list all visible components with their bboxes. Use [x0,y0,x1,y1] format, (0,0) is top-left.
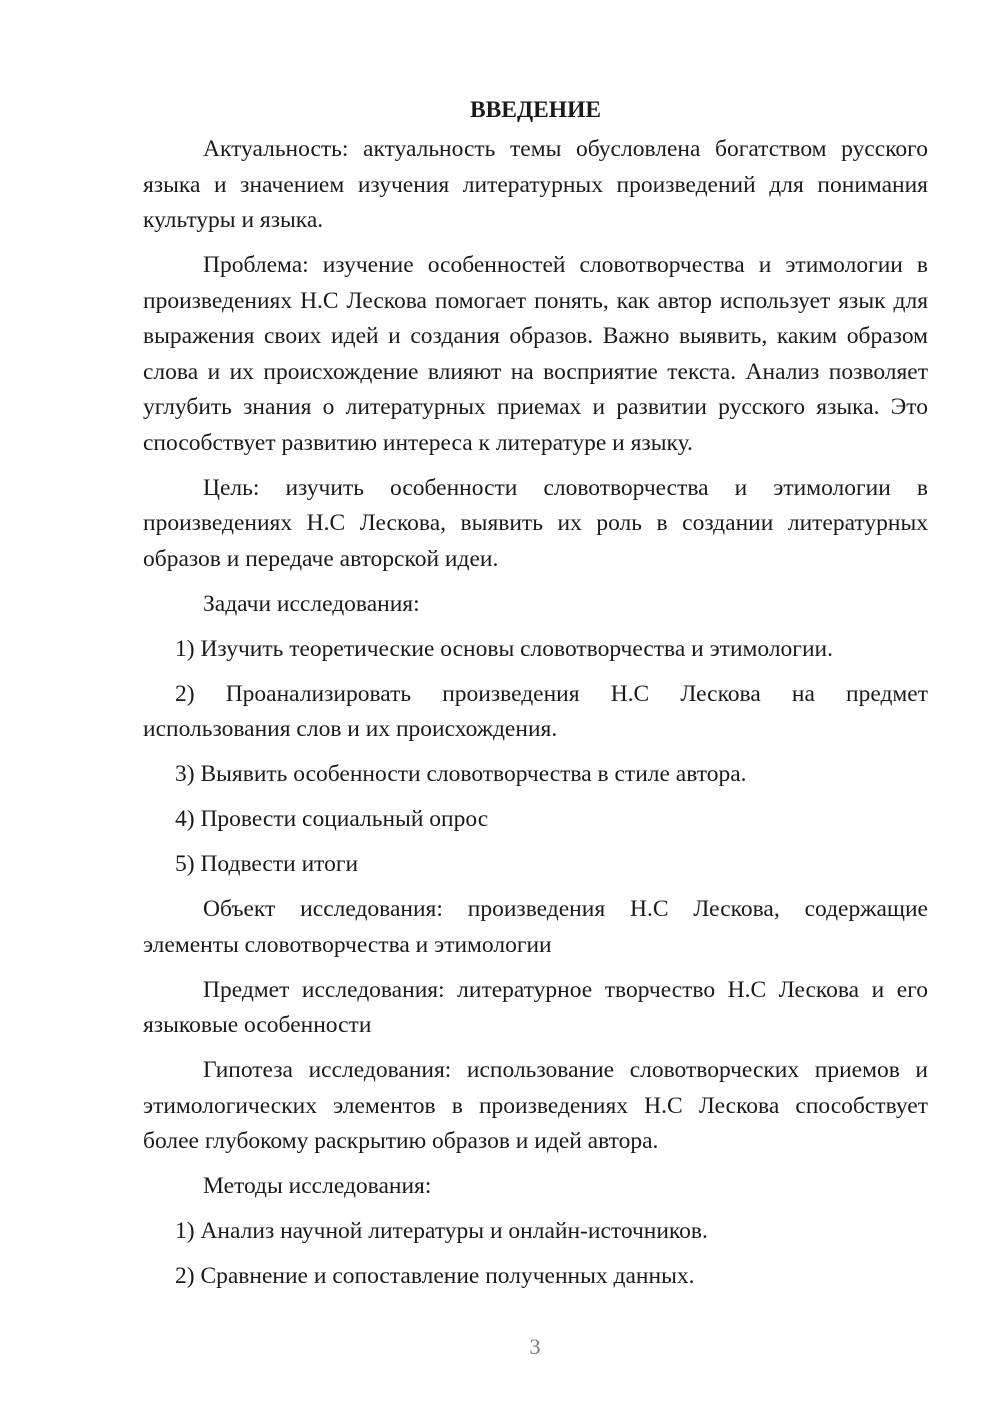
paragraph-problem: Проблема: изучение особенностей словотворчества и этимологии в произведениях Н.С Лескова помогает понять, как автор использует язык для выражения своих идей и создания образов. Важно выявить, каким образом слова и их происхождение влияют на восприятие текста. Анализ позволяет углубить знания о литературных приемах и развитии русского языка. Это способствует развитию интереса к литературе и языку. [143,252,928,456]
task-item-5: 5) Подвести итоги [175,851,359,877]
paragraph-tasks-heading: Задачи исследования: [203,590,420,617]
paragraph-relevance: Актуальность: актуальность темы обусловлена богатством русского языка и значением изучения литературных произведений для понимания культуры и языка. [143,136,928,233]
task-item-3: 3) Выявить особенности словотворчества в стиле автора. [175,761,747,787]
page-number: 3 [529,1334,541,1359]
page-content [143,92,928,1304]
method-item-1: 1) Анализ научной литературы и онлайн-источников. [175,1218,708,1244]
task-item-4: 4) Провести социальный опрос [175,806,489,832]
method-item-2: 2) Сравнение и сопоставление полученных данных. [175,1263,695,1289]
section-heading: ВВЕДЕНИЕ [469,97,602,123]
paragraph-object: Объект исследования: произведения Н.С Лескова, содержащие элементы словотворчества и этимологии [143,896,928,958]
task-item-1: 1) Изучить теоретические основы словотворчества и этимологии. [175,635,833,662]
paragraph-methods-heading: Методы исследования: [203,1173,432,1199]
paragraph-goal: Цель: изучить особенности словотворчества и этимологии в произведениях Н.С Лескова, выявить их роль в создании литературных образов и передаче авторской идеи. [143,474,928,572]
task-item-2: 2) Проанализировать произведения Н.С Лескова на предмет использования слов и их происхождения. [143,680,928,742]
paragraph-subject: Предмет исследования: литературное творчество Н.С Лескова и его языковые особенности [143,976,928,1038]
paragraph-hypothesis: Гипотеза исследования: использование словотворческих приемов и этимологических элементов в произведениях Н.С Лескова способствует более глубокому раскрытию образов и идей автора. [143,1057,928,1154]
